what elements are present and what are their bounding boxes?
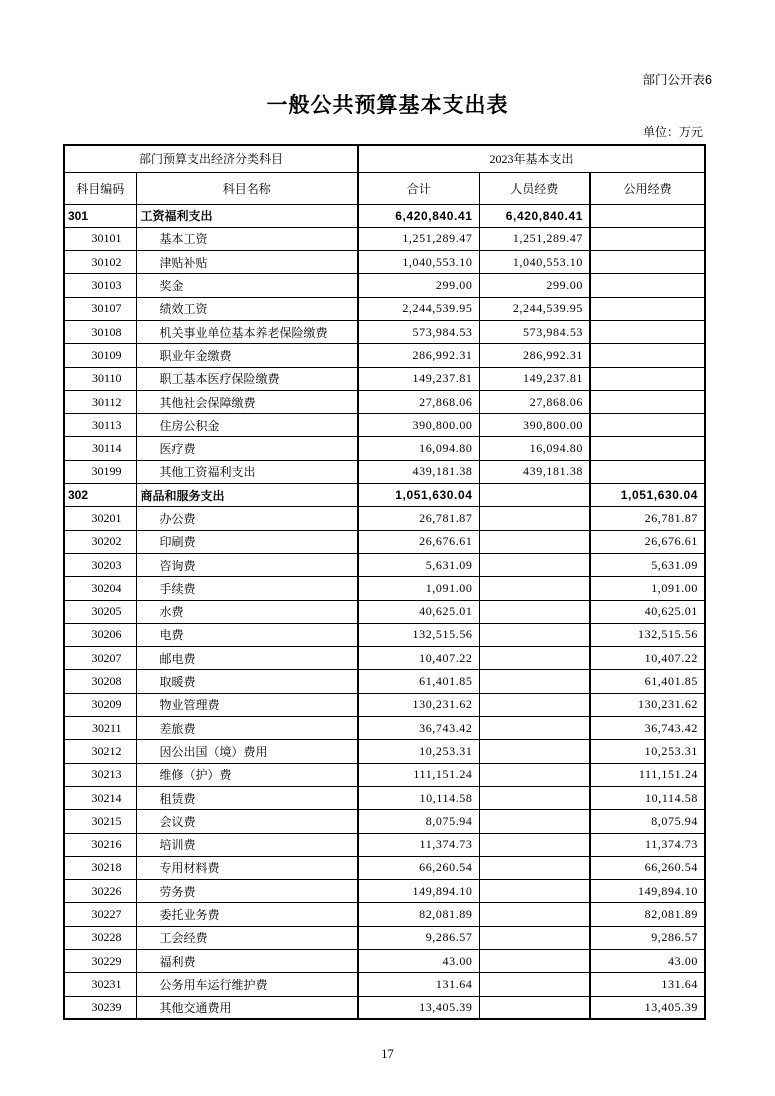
row-public: 1,091.00 [590,577,705,600]
row-name: 电费 [136,623,358,646]
col-header-public: 公用经费 [590,172,705,204]
table-row [64,623,705,646]
row-public: 5,631.09 [590,553,705,576]
row-total: 6,420,840.41 [358,204,479,227]
row-public [590,437,705,460]
table-row [64,693,705,716]
row-code: 30228 [64,926,136,949]
row-public: 8,075.94 [590,810,705,833]
row-name: 公务用车运行维护费 [136,973,358,996]
row-code: 30204 [64,577,136,600]
row-code: 30101 [64,227,136,250]
row-code: 30199 [64,460,136,483]
row-public: 26,676.61 [590,530,705,553]
row-code: 30229 [64,950,136,973]
row-total: 66,260.54 [358,856,479,879]
table-row [64,600,705,623]
row-public: 10,407.22 [590,647,705,670]
row-name: 工会经费 [136,926,358,949]
row-name: 机关事业单位基本养老保险缴费 [136,320,358,343]
row-name: 津贴补贴 [136,251,358,274]
table-row [64,973,705,996]
row-public: 10,114.58 [590,786,705,809]
row-public: 11,374.73 [590,833,705,856]
row-personnel: 439,181.38 [479,460,590,483]
col-header-code: 科目编码 [64,172,136,204]
row-personnel: 390,800.00 [479,414,590,437]
row-total: 27,868.06 [358,390,479,413]
row-public: 82,081.89 [590,903,705,926]
column-header-row [64,172,705,204]
header-group-right: 2023年基本支出 [358,145,705,172]
row-personnel [479,553,590,576]
row-total: 149,894.10 [358,880,479,903]
row-total: 10,253.31 [358,740,479,763]
row-code: 30208 [64,670,136,693]
row-public: 1,051,630.04 [590,484,705,507]
row-personnel: 27,868.06 [479,390,590,413]
row-public: 61,401.85 [590,670,705,693]
row-personnel [479,484,590,507]
row-public [590,390,705,413]
row-name: 其他社会保障缴费 [136,390,358,413]
row-personnel [479,600,590,623]
row-name: 其他交通费用 [136,996,358,1019]
row-total: 299.00 [358,274,479,297]
row-public: 40,625.01 [590,600,705,623]
row-name: 取暖费 [136,670,358,693]
row-personnel: 299.00 [479,274,590,297]
table-row [64,227,705,250]
page-number: 17 [381,1047,394,1061]
row-public [590,204,705,227]
row-total: 10,114.58 [358,786,479,809]
table-row [64,880,705,903]
row-total: 26,781.87 [358,507,479,530]
table-row [64,996,705,1019]
row-personnel: 573,984.53 [479,320,590,343]
row-personnel: 16,094.80 [479,437,590,460]
row-public [590,274,705,297]
row-total: 1,091.00 [358,577,479,600]
row-personnel: 2,244,539.95 [479,297,590,320]
row-name: 邮电费 [136,647,358,670]
row-personnel [479,693,590,716]
row-total: 130,231.62 [358,693,479,716]
row-name: 职工基本医疗保险缴费 [136,367,358,390]
row-code: 30218 [64,856,136,879]
row-code: 30227 [64,903,136,926]
row-public: 10,253.31 [590,740,705,763]
row-code: 30202 [64,530,136,553]
row-name: 办公费 [136,507,358,530]
page-title: 一般公共预算基本支出表 [266,94,509,117]
row-personnel [479,670,590,693]
row-public [590,367,705,390]
row-personnel [479,903,590,926]
unit-label: 单位：万元 [642,125,703,139]
row-public: 9,286.57 [590,926,705,949]
row-code: 30201 [64,507,136,530]
row-name: 培训费 [136,833,358,856]
table-row [64,320,705,343]
row-total: 1,040,553.10 [358,251,479,274]
row-name: 水费 [136,600,358,623]
row-total: 5,631.09 [358,553,479,576]
row-personnel [479,740,590,763]
row-code: 30239 [64,996,136,1019]
table-row [64,274,705,297]
row-name: 委托业务费 [136,903,358,926]
row-code: 30211 [64,717,136,740]
row-personnel [479,810,590,833]
row-total: 439,181.38 [358,460,479,483]
row-personnel [479,786,590,809]
row-name: 医疗费 [136,437,358,460]
row-code: 30209 [64,693,136,716]
budget-table [63,144,706,1020]
row-total: 573,984.53 [358,320,479,343]
row-personnel [479,833,590,856]
row-name: 工资福利支出 [136,204,358,227]
row-code: 301 [64,204,136,227]
row-personnel [479,950,590,973]
row-code: 30102 [64,251,136,274]
row-name: 差旅费 [136,717,358,740]
row-code: 30203 [64,553,136,576]
row-name: 绩效工资 [136,297,358,320]
row-total: 11,374.73 [358,833,479,856]
row-name: 租赁费 [136,786,358,809]
row-public [590,460,705,483]
row-code: 30231 [64,973,136,996]
row-public [590,320,705,343]
row-code: 30216 [64,833,136,856]
table-header [64,145,705,204]
row-code: 30103 [64,274,136,297]
row-total: 1,051,630.04 [358,484,479,507]
row-name: 会议费 [136,810,358,833]
row-personnel [479,763,590,786]
col-header-total: 合计 [358,172,479,204]
table-row [64,903,705,926]
row-name: 印刷费 [136,530,358,553]
table-row [64,390,705,413]
table-row [64,717,705,740]
row-total: 10,407.22 [358,647,479,670]
row-name: 劳务费 [136,880,358,903]
table-row [64,647,705,670]
row-code: 30206 [64,623,136,646]
table-body [64,204,705,1019]
row-personnel [479,926,590,949]
row-name: 因公出国（境）费用 [136,740,358,763]
header-group-row [64,145,705,172]
col-header-personnel: 人员经费 [479,172,590,204]
row-total: 82,081.89 [358,903,479,926]
table-row [64,810,705,833]
row-code: 30215 [64,810,136,833]
row-personnel [479,647,590,670]
table-row [64,507,705,530]
row-total: 13,405.39 [358,996,479,1019]
row-name: 专用材料费 [136,856,358,879]
row-total: 26,676.61 [358,530,479,553]
row-code: 30113 [64,414,136,437]
row-public: 132,515.56 [590,623,705,646]
row-code: 30205 [64,600,136,623]
col-header-name: 科目名称 [136,172,358,204]
row-code: 30112 [64,390,136,413]
row-name: 职业年金缴费 [136,344,358,367]
row-public [590,344,705,367]
row-public [590,227,705,250]
row-code: 30114 [64,437,136,460]
table-row [64,786,705,809]
row-public: 66,260.54 [590,856,705,879]
row-personnel [479,530,590,553]
doc-label: 部门公开表6 [642,73,712,87]
table-row [64,926,705,949]
row-public: 131.64 [590,973,705,996]
row-code: 30226 [64,880,136,903]
row-total: 390,800.00 [358,414,479,437]
row-code: 30109 [64,344,136,367]
table-row [64,484,705,507]
row-name: 手续费 [136,577,358,600]
row-name: 基本工资 [136,227,358,250]
row-code: 30108 [64,320,136,343]
row-public: 130,231.62 [590,693,705,716]
row-personnel [479,507,590,530]
row-name: 福利费 [136,950,358,973]
row-total: 1,251,289.47 [358,227,479,250]
row-code: 30213 [64,763,136,786]
row-public: 111,151.24 [590,763,705,786]
row-personnel [479,880,590,903]
header-group-left: 部门预算支出经济分类科目 [64,145,358,172]
table-row [64,414,705,437]
row-total: 111,151.24 [358,763,479,786]
table-row [64,460,705,483]
row-total: 9,286.57 [358,926,479,949]
row-public: 149,894.10 [590,880,705,903]
row-name: 商品和服务支出 [136,484,358,507]
row-personnel [479,623,590,646]
row-public: 43.00 [590,950,705,973]
row-total: 40,625.01 [358,600,479,623]
row-total: 36,743.42 [358,717,479,740]
row-total: 2,244,539.95 [358,297,479,320]
row-total: 131.64 [358,973,479,996]
row-personnel [479,973,590,996]
row-code: 30110 [64,367,136,390]
row-public: 36,743.42 [590,717,705,740]
row-personnel [479,856,590,879]
row-total: 286,992.31 [358,344,479,367]
table-row [64,950,705,973]
row-personnel [479,996,590,1019]
row-total: 43.00 [358,950,479,973]
row-total: 8,075.94 [358,810,479,833]
table-row [64,367,705,390]
row-total: 61,401.85 [358,670,479,693]
table-row [64,530,705,553]
row-name: 物业管理费 [136,693,358,716]
table-row [64,740,705,763]
row-personnel [479,577,590,600]
row-public [590,251,705,274]
row-name: 住房公积金 [136,414,358,437]
table-row [64,833,705,856]
row-public: 26,781.87 [590,507,705,530]
table-row [64,577,705,600]
row-public [590,297,705,320]
row-code: 302 [64,484,136,507]
row-code: 30207 [64,647,136,670]
row-code: 30214 [64,786,136,809]
row-personnel: 149,237.81 [479,367,590,390]
table-row [64,437,705,460]
table-row [64,553,705,576]
row-total: 149,237.81 [358,367,479,390]
row-personnel [479,717,590,740]
table-row [64,670,705,693]
row-personnel: 286,992.31 [479,344,590,367]
table-row [64,856,705,879]
row-code: 30212 [64,740,136,763]
row-public [590,414,705,437]
row-personnel: 6,420,840.41 [479,204,590,227]
row-total: 132,515.56 [358,623,479,646]
row-name: 奖金 [136,274,358,297]
table-row [64,763,705,786]
table-row [64,344,705,367]
row-name: 咨询费 [136,553,358,576]
row-public: 13,405.39 [590,996,705,1019]
row-total: 16,094.80 [358,437,479,460]
row-name: 维修（护）费 [136,763,358,786]
row-personnel: 1,040,553.10 [479,251,590,274]
row-code: 30107 [64,297,136,320]
row-name: 其他工资福利支出 [136,460,358,483]
row-personnel: 1,251,289.47 [479,227,590,250]
table-row [64,251,705,274]
table-row [64,297,705,320]
table-row [64,204,705,227]
